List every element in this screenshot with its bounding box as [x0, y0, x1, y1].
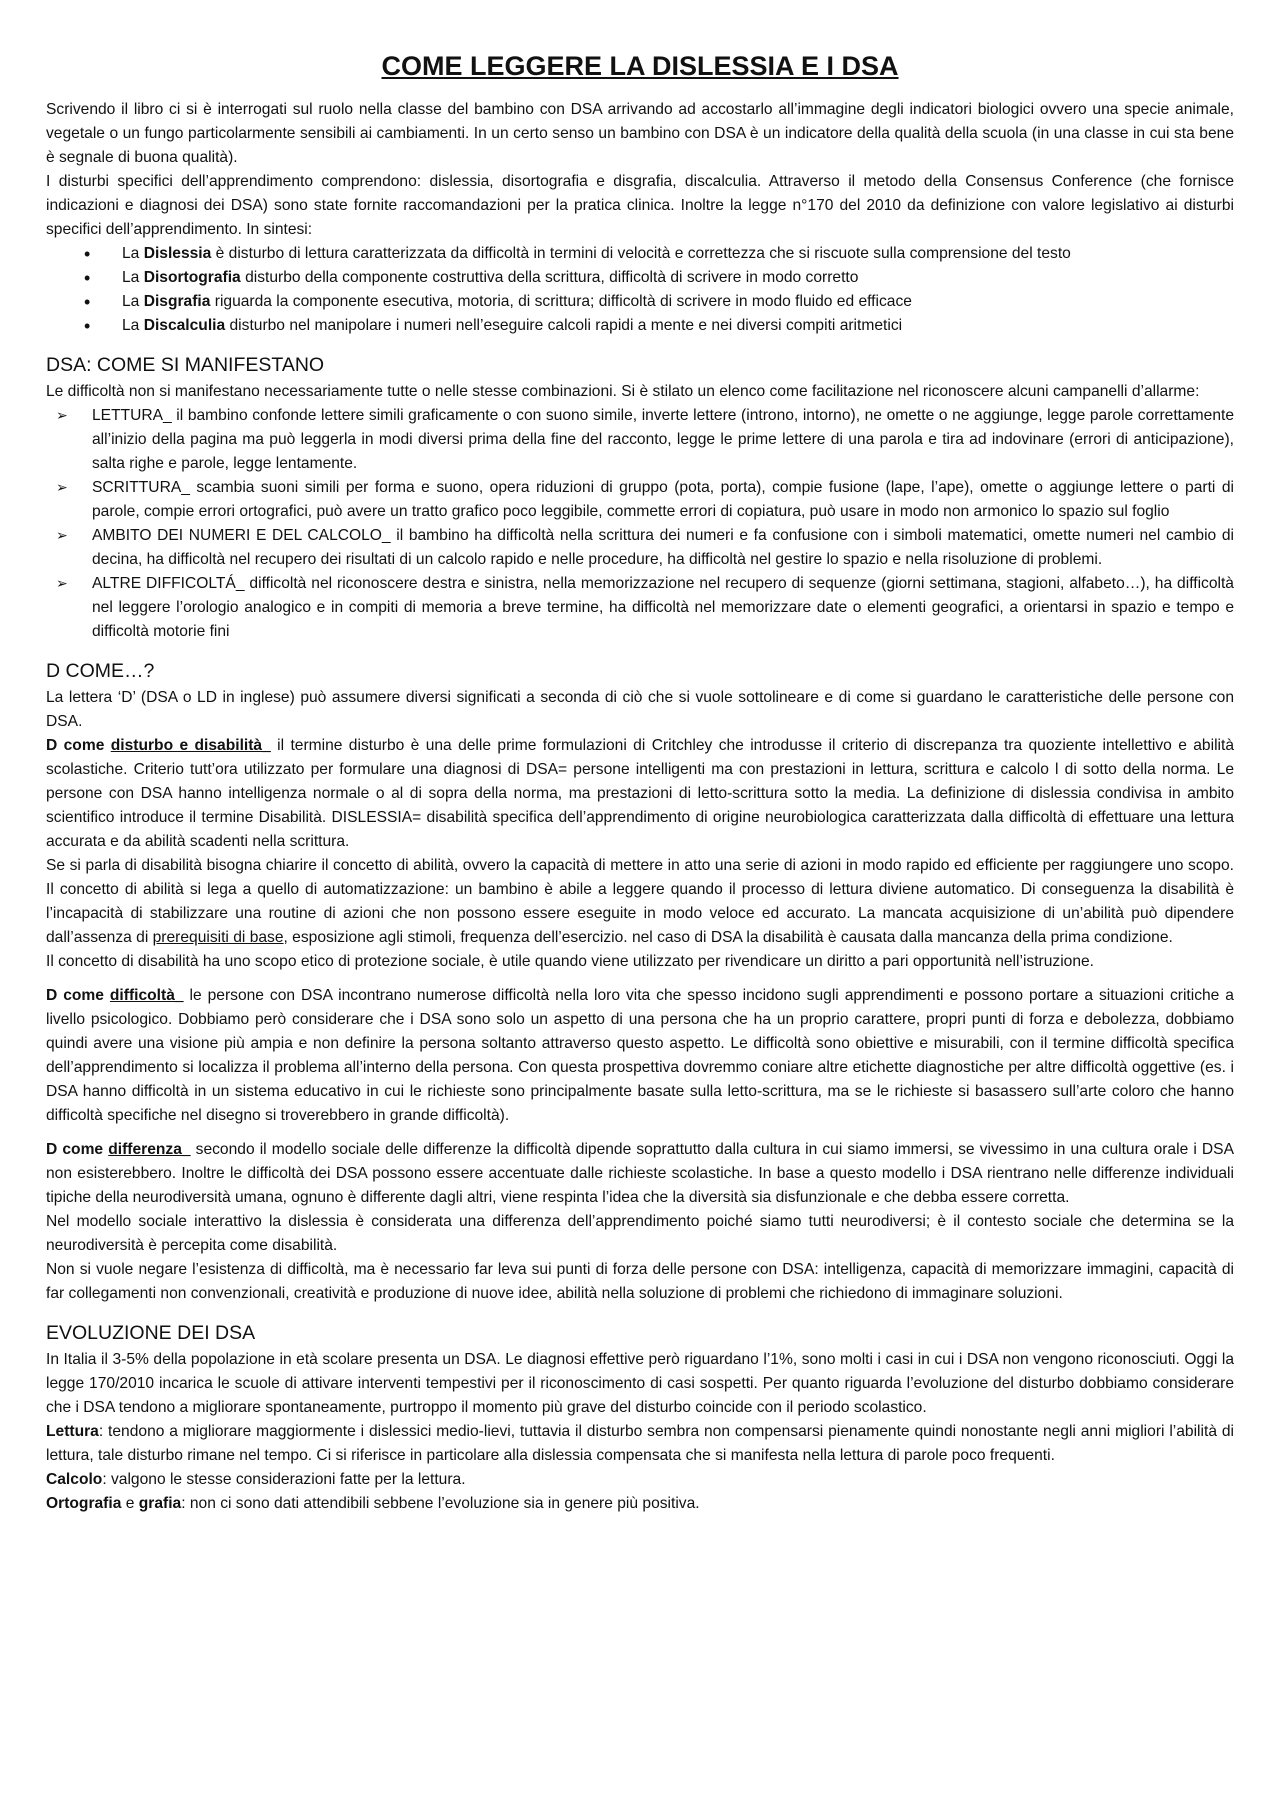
- list-item: ➢ ALTRE DIFFICOLTÁ_ difficoltà nel riconoscere destra e sinistra, nella memorizzazione nel recupero di sequenze (giorni settimana, stagioni, alfabeto…), ha difficoltà nel leggere l’orologio analogico e in compiti di memoria a breve termine, ha difficoltà nel memorizzare date o elementi geografici, a orientarsi in spazio e tempo e difficoltà motorie fini: [46, 572, 1234, 644]
- item-term: Disortografia: [143, 269, 241, 286]
- modello-sociale-paragraph: Nel modello sociale interattivo la dislessia è considerata una differenza dell’apprendimento poiché siamo tutti neurodiversi; è il contesto sociale che determina se la neurodiversità è percepita come disabilità.: [46, 1213, 1234, 1254]
- item-prefix: La: [122, 317, 144, 334]
- d-come-label: D come: [46, 737, 111, 754]
- item-term: Disgrafia: [143, 293, 211, 310]
- warning-signs-list: [46, 404, 1234, 644]
- calcolo-label: Calcolo: [46, 1471, 103, 1488]
- d-come-label: D come: [46, 987, 110, 1004]
- evoluzione-intro: In Italia il 3-5% della popolazione in età scolare presenta un DSA. Le diagnosi effettive però riguardano l’1%, sono molti i casi in cui i DSA non vengono riconosciuti. Oggi la legge 170/2010 incarica le scuole di attivare interventi tempestivi per il riconoscimento di casi sospetti. Per quanto riguarda l’evoluzione del disturbo dobbiamo considerare che i DSA tendono a migliorare spontaneamente, purtroppo il momento più grave del disturbo coincide con il periodo scolastico.: [46, 1351, 1234, 1416]
- list-item: [84, 266, 1234, 290]
- d-come-label: D come: [46, 1141, 109, 1158]
- manifestano-intro: Le difficoltà non si manifestano necessariamente tutte o nelle stesse combinazioni. Si è stilato un elenco come facilitazione nel riconoscere alcuni campanelli d’allarme:: [46, 383, 1200, 400]
- item-text: disturbo nel manipolare i numeri nell’eseguire calcoli rapidi a mente e nei diversi compiti aritmetici: [225, 317, 903, 334]
- grafia-label: grafia: [138, 1495, 182, 1512]
- list-item: ➢ AMBITO DEI NUMERI E DEL CALCOLO_ il bambino ha difficoltà nella scrittura dei numeri e fa confusione con i simboli matematici, omette numeri nel cambio di decina, ha difficoltà nel recupero dei risultati di un calcolo rapido e nelle procedure, ha difficoltà nel gestire lo spazio e nella risoluzione di problemi.: [46, 524, 1234, 572]
- paragraph-text: e: [121, 1495, 139, 1512]
- ortografia-label: Ortografia: [46, 1495, 122, 1512]
- lettura-paragraph: [46, 1420, 1234, 1468]
- d-come-term: disturbo e disabilità_: [110, 737, 271, 754]
- item-prefix: La: [122, 269, 144, 286]
- list-item: [84, 242, 1234, 266]
- paragraph-text: : non ci sono dati attendibili sebbene l’evoluzione sia in genere più positiva.: [181, 1495, 700, 1512]
- item-prefix: La: [122, 293, 144, 310]
- d-come-difficolta-paragraph: [46, 984, 1234, 1128]
- item-term: Dislessia: [143, 245, 212, 262]
- section-heading-evoluzione: EVOLUZIONE DEI DSA: [46, 1322, 256, 1344]
- d-come-term: differenza_: [108, 1141, 191, 1158]
- dsa-types-list: [46, 242, 1234, 338]
- list-item: ➢ LETTURA_ il bambino confonde lettere simili graficamente o con suono simile, inverte lettere (introno, intorno), ne omette o ne aggiunge, legge parole correttamente all’inizio della pagina ma può leggerla in modi diversi prima della fine del racconto, legge le prime lettere di una parola e tira ad indovinare (errori di anticipazione), salta righe e parole, legge lentamente.: [46, 404, 1234, 476]
- intro-paragraph-2: I disturbi specifici dell’apprendimento comprendono: dislessia, disortografia e disgrafia, discalculia. Attraverso il metodo della Consensus Conference (che fornisce indicazioni e diagnosi dei DSA) sono state fornite raccomandazioni per la pratica clinica. Inoltre la legge n°170 del 2010 da definizione con valore legislativo ai disturbi specifici dell’apprendimento. In sintesi:: [46, 173, 1234, 238]
- paragraph-text: Se si parla di disabilità bisogna chiarire il concetto di abilità, ovvero la capacità di mettere in atto una serie di azioni in modo rapido ed efficiente per raggiungere uno scopo. Il concetto di abilità si lega a quello di automatizzazione: un bambino è abile a leggere quando il processo di lettura diviene automatico. Di conseguenza la disabilità è l’incapacità di stabilizzare una routine di azioni che non possono essere eseguite in modo veloce ed accurato. La mancata acquisizione di un’abilità può dipendere dall’assenza di: [46, 857, 1234, 946]
- intro-paragraph: Scrivendo il libro ci si è interrogati sul ruolo nella classe del bambino con DSA arrivando ad accostarlo all’immagine degli indicatori biologici ovvero una specie animale, vegetale o un fungo particolarmente sensibili ai cambiamenti. In un certo senso un bambino con DSA è un indicatore della qualità della scuola (in una classe in cui sta bene è segnale di buona qualità).: [46, 101, 1234, 166]
- d-come-differenza-paragraph: [46, 1138, 1234, 1210]
- list-item: [84, 314, 1234, 338]
- item-term: Discalculia: [143, 317, 226, 334]
- paragraph-text: il termine disturbo è una delle prime formulazioni di Critchley che introdusse il criterio di discrepanza tra quoziente intellettivo e abilità scolastiche. Criterio tutt’ora utilizzato per formulare una diagnosi di DSA= persone intelligenti ma con prestazioni in lettura, scrittura e calcolo l di sotto della norma. Le persone con DSA hanno intelligenza normale o al di sopra della norma, ma prestazioni di letto-scrittura sotto la media. La definizione di dislessia condivisa in ambito scientifico introduce il termine Disabilità. DISLESSIA= disabilità specifica dell’apprendimento di origine neurobiologica caratterizzata dalla difficoltà di effettuare una lettura accurata e da abilità scadenti nella scrittura.: [46, 737, 1234, 850]
- d-come-term: difficoltà_: [109, 987, 184, 1004]
- abilita-paragraph: [46, 854, 1234, 950]
- list-item: [84, 290, 1234, 314]
- paragraph-text: : valgono le stesse considerazioni fatte per la lettura.: [102, 1471, 466, 1488]
- paragraph-text: secondo il modello sociale delle differenze la difficoltà dipende soprattutto dalla cultura in cui siamo immersi, se vivessimo in una cultura orale i DSA non esisterebbero. Inoltre le difficoltà dei DSA possono essere accentuate dalle richieste scolastiche. In base a questo modello i DSA rientrano nelle differenze individuali tipiche della neurodiversità umana, ognuno è differente dagli altri, viene respinta l’idea che la diversità sia disfunzionale e che debba essere corretta.: [46, 1141, 1234, 1206]
- paragraph-text: : tendono a migliorare maggiormente i dislessici medio-lievi, tuttavia il disturbo sembra non compensarsi pienamente quindi nonostante negli anni migliori l’abilità di lettura, tale disturbo rimane nel tempo. Ci si riferisce in particolare alla dislessia compensata che si manifesta nella lettura di parole poco frequenti.: [46, 1423, 1234, 1464]
- item-text: disturbo della componente costruttiva della scrittura, difficoltà di scrivere in modo corretto: [240, 269, 859, 286]
- paragraph-text: , esposizione agli stimoli, frequenza dell’esercizio. nel caso di DSA la disabilità è causata dalla mancanza della prima condizione.: [283, 929, 1173, 946]
- item-text: riguarda la componente esecutiva, motoria, di scrittura; difficoltà di scrivere in modo fluido ed efficace: [210, 293, 912, 310]
- page-title: COME LEGGERE LA DISLESSIA E I DSA: [381, 51, 899, 81]
- ortografia-paragraph: [46, 1492, 1234, 1516]
- prerequisiti-link: prerequisiti di base: [152, 929, 284, 946]
- list-item: ➢ SCRITTURA_ scambia suoni simili per forma e suono, opera riduzioni di gruppo (pota, porta), compie fusione (lape, l’ape), omette o aggiunge lettere o parti di parole, compie errori ortografici, può avere un tratto grafico poco leggibile, commette errori di copiatura, può usare in modo non armonico lo spazio sul foglio: [46, 476, 1234, 524]
- dcome-intro: La lettera ‘D’ (DSA o LD in inglese) può assumere diversi significati a seconda di ciò che si vuole sottolineare e di come si guardano le caratteristiche delle persone con DSA.: [46, 689, 1234, 730]
- d-come-disturbo-paragraph: [46, 734, 1234, 854]
- punti-di-forza-paragraph: Non si vuole negare l’esistenza di difficoltà, ma è necessario far leva sui punti di forza delle persone con DSA: intelligenza, capacità di memorizzare immagini, capacità di far collegamenti non convenzionali, creatività e produzione di nuove idee, abilità nella soluzione di problemi che richiedono di immaginare soluzioni.: [46, 1261, 1234, 1302]
- section-heading-dcome: D COME…?: [46, 660, 155, 682]
- lettura-label: Lettura: [46, 1423, 99, 1440]
- section-heading-manifestano: DSA: COME SI MANIFESTANO: [46, 354, 325, 376]
- item-prefix: La: [122, 245, 144, 262]
- calcolo-paragraph: [46, 1468, 1234, 1492]
- protezione-sociale-paragraph: Il concetto di disabilità ha uno scopo etico di protezione sociale, è utile quando viene utilizzato per rivendicare un diritto a pari opportunità nell’istruzione.: [46, 953, 1095, 970]
- item-text: è disturbo di lettura caratterizzata da difficoltà in termini di velocità e correttezza che si riscuote sulla comprensione del testo: [211, 245, 1071, 262]
- paragraph-text: le persone con DSA incontrano numerose difficoltà nella loro vita che spesso incidono sugli apprendimenti e possono portare a situazioni critiche a livello psicologico. Dobbiamo però considerare che i DSA sono solo un aspetto di una persona che ha un proprio carattere, propri punti di forza e debolezza, dobbiamo quindi avere una visione più ampia e non definire la persona soltanto attraverso questo aspetto. Le difficoltà sono obiettive e misurabili, con il termine difficoltà specifica dell’apprendimento si localizza il problema all’interno della persona. Con questa prospettiva dovremmo coniare altre etichette diagnostiche per altre difficoltà oggettive (es. i DSA hanno difficoltà in un sistema educativo in cui le richieste sono principalmente basate sulla letto-scrittura, ma se le richieste si basassero sull’arte coloro che hanno difficoltà specifiche nel disegno si troverebbero in grande difficoltà).: [46, 987, 1234, 1124]
